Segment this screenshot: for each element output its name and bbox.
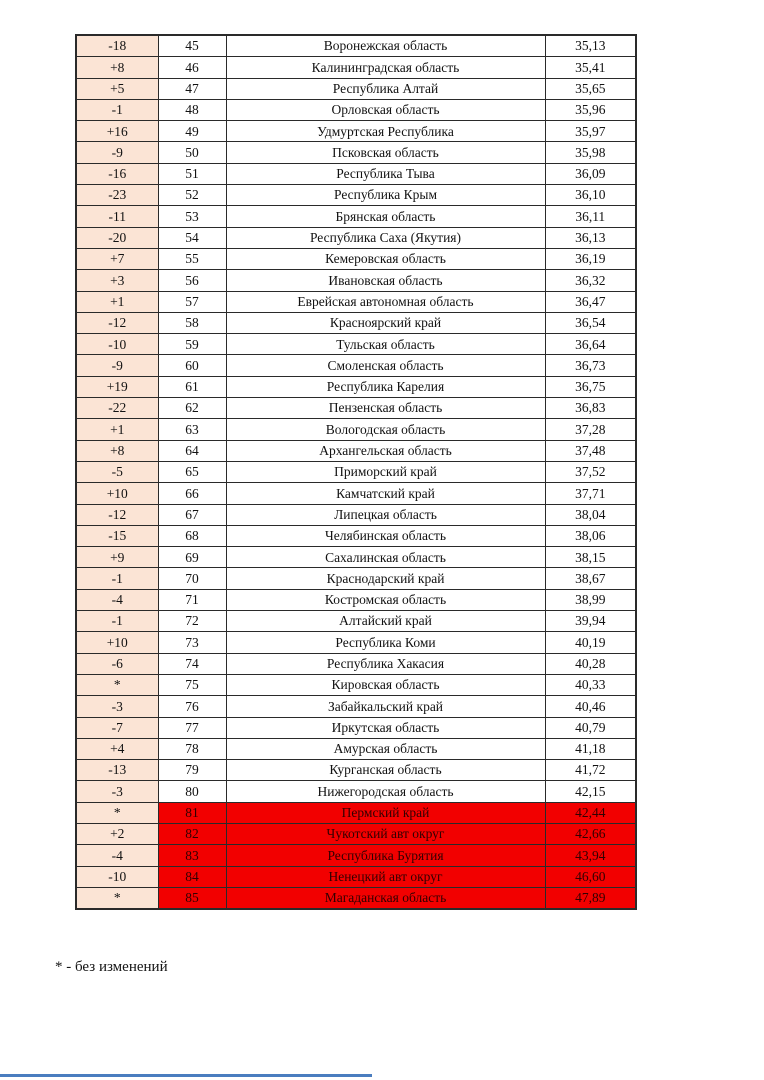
rank-number-cell: 65 — [158, 461, 226, 482]
rank-change-cell: +1 — [76, 291, 158, 312]
rank-number-cell: 82 — [158, 823, 226, 844]
score-value-cell: 37,48 — [545, 440, 636, 461]
region-name-cell: Смоленская область — [226, 355, 545, 376]
region-name-cell: Вологодская область — [226, 419, 545, 440]
rank-number-cell: 53 — [158, 206, 226, 227]
rank-number-cell: 81 — [158, 802, 226, 823]
rank-change-cell: -9 — [76, 142, 158, 163]
table-row — [76, 163, 636, 184]
rank-change-cell: -15 — [76, 525, 158, 546]
rank-change-cell: +10 — [76, 632, 158, 653]
table-row — [76, 568, 636, 589]
table-row — [76, 227, 636, 248]
rank-change-cell: -11 — [76, 206, 158, 227]
score-value-cell: 36,09 — [545, 163, 636, 184]
score-value-cell: 40,46 — [545, 696, 636, 717]
rank-number-cell: 62 — [158, 398, 226, 419]
table-row — [76, 866, 636, 887]
region-name-cell: Магаданская область — [226, 887, 545, 909]
rank-change-cell: -20 — [76, 227, 158, 248]
rank-change-cell: +10 — [76, 483, 158, 504]
score-value-cell: 40,33 — [545, 674, 636, 695]
score-value-cell: 36,10 — [545, 185, 636, 206]
score-value-cell: 42,15 — [545, 781, 636, 802]
score-value-cell: 35,65 — [545, 78, 636, 99]
region-name-cell: Амурская область — [226, 738, 545, 759]
score-value-cell: 37,52 — [545, 461, 636, 482]
region-name-cell: Пермский край — [226, 802, 545, 823]
score-value-cell: 40,19 — [545, 632, 636, 653]
rank-number-cell: 55 — [158, 248, 226, 269]
footnote-no-changes: * - без изменений — [55, 959, 168, 975]
region-name-cell: Архангельская область — [226, 440, 545, 461]
table-row — [76, 121, 636, 142]
table-row — [76, 248, 636, 269]
rank-number-cell: 76 — [158, 696, 226, 717]
table-row — [76, 589, 636, 610]
rank-change-cell: -6 — [76, 653, 158, 674]
table-row — [76, 398, 636, 419]
rank-change-cell: -4 — [76, 589, 158, 610]
region-name-cell: Республика Карелия — [226, 376, 545, 397]
region-name-cell: Челябинская область — [226, 525, 545, 546]
rank-number-cell: 50 — [158, 142, 226, 163]
region-name-cell: Республика Тыва — [226, 163, 545, 184]
rank-number-cell: 46 — [158, 57, 226, 78]
region-name-cell: Забайкальский край — [226, 696, 545, 717]
rank-change-cell: -3 — [76, 696, 158, 717]
rank-number-cell: 64 — [158, 440, 226, 461]
rank-change-cell: +19 — [76, 376, 158, 397]
rank-change-cell: -9 — [76, 355, 158, 376]
table-row — [76, 291, 636, 312]
region-name-cell: Ненецкий авт округ — [226, 866, 545, 887]
rank-number-cell: 49 — [158, 121, 226, 142]
rank-number-cell: 57 — [158, 291, 226, 312]
region-name-cell: Чукотский авт округ — [226, 823, 545, 844]
region-name-cell: Курганская область — [226, 760, 545, 781]
rank-number-cell: 71 — [158, 589, 226, 610]
table-row — [76, 142, 636, 163]
table-row — [76, 334, 636, 355]
region-name-cell: Ивановская область — [226, 270, 545, 291]
rank-change-cell: +7 — [76, 248, 158, 269]
region-name-cell: Алтайский край — [226, 611, 545, 632]
region-name-cell: Республика Коми — [226, 632, 545, 653]
score-value-cell: 47,89 — [545, 887, 636, 909]
rank-change-cell: -1 — [76, 568, 158, 589]
rank-change-cell: +9 — [76, 547, 158, 568]
region-name-cell: Кемеровская область — [226, 248, 545, 269]
table-row — [76, 653, 636, 674]
score-value-cell: 36,47 — [545, 291, 636, 312]
table-row — [76, 440, 636, 461]
region-name-cell: Еврейская автономная область — [226, 291, 545, 312]
region-name-cell: Орловская область — [226, 99, 545, 120]
rank-number-cell: 68 — [158, 525, 226, 546]
rank-number-cell: 54 — [158, 227, 226, 248]
rank-number-cell: 66 — [158, 483, 226, 504]
score-value-cell: 36,11 — [545, 206, 636, 227]
table-row — [76, 504, 636, 525]
region-name-cell: Воронежская область — [226, 35, 545, 57]
rank-change-cell: +16 — [76, 121, 158, 142]
region-name-cell: Камчатский край — [226, 483, 545, 504]
score-value-cell: 37,71 — [545, 483, 636, 504]
region-name-cell: Кировская область — [226, 674, 545, 695]
rank-change-cell: -16 — [76, 163, 158, 184]
table-row — [76, 547, 636, 568]
score-value-cell: 42,44 — [545, 802, 636, 823]
table-row — [76, 419, 636, 440]
score-value-cell: 36,83 — [545, 398, 636, 419]
score-value-cell: 36,73 — [545, 355, 636, 376]
score-value-cell: 41,72 — [545, 760, 636, 781]
score-value-cell: 36,75 — [545, 376, 636, 397]
region-name-cell: Удмуртская Республика — [226, 121, 545, 142]
rank-number-cell: 74 — [158, 653, 226, 674]
score-value-cell: 38,99 — [545, 589, 636, 610]
score-value-cell: 40,28 — [545, 653, 636, 674]
rank-number-cell: 75 — [158, 674, 226, 695]
table-row — [76, 696, 636, 717]
region-name-cell: Псковская область — [226, 142, 545, 163]
score-value-cell: 43,94 — [545, 845, 636, 866]
rank-change-cell: -12 — [76, 312, 158, 333]
rank-change-cell: -1 — [76, 99, 158, 120]
score-value-cell: 36,19 — [545, 248, 636, 269]
table-row — [76, 206, 636, 227]
score-value-cell: 39,94 — [545, 611, 636, 632]
rank-change-cell: -10 — [76, 334, 158, 355]
rank-change-cell: +3 — [76, 270, 158, 291]
rank-change-cell: +8 — [76, 440, 158, 461]
region-name-cell: Красноярский край — [226, 312, 545, 333]
region-name-cell: Нижегородская область — [226, 781, 545, 802]
score-value-cell: 35,97 — [545, 121, 636, 142]
rank-number-cell: 78 — [158, 738, 226, 759]
region-ranking-table — [75, 34, 637, 910]
table-row — [76, 99, 636, 120]
rank-number-cell: 67 — [158, 504, 226, 525]
bottom-blue-line — [0, 1074, 372, 1077]
score-value-cell: 42,66 — [545, 823, 636, 844]
rank-number-cell: 83 — [158, 845, 226, 866]
table-row — [76, 57, 636, 78]
rank-change-cell: +1 — [76, 419, 158, 440]
rank-number-cell: 60 — [158, 355, 226, 376]
score-value-cell: 36,54 — [545, 312, 636, 333]
rank-change-cell: -1 — [76, 611, 158, 632]
score-value-cell: 36,64 — [545, 334, 636, 355]
table-row — [76, 355, 636, 376]
table-row — [76, 35, 636, 57]
region-name-cell: Республика Саха (Якутия) — [226, 227, 545, 248]
score-value-cell: 46,60 — [545, 866, 636, 887]
score-value-cell: 38,67 — [545, 568, 636, 589]
table-row — [76, 802, 636, 823]
rank-number-cell: 59 — [158, 334, 226, 355]
region-name-cell: Краснодарский край — [226, 568, 545, 589]
table-row — [76, 461, 636, 482]
score-value-cell: 37,28 — [545, 419, 636, 440]
rank-number-cell: 51 — [158, 163, 226, 184]
rank-number-cell: 61 — [158, 376, 226, 397]
rank-change-cell: -22 — [76, 398, 158, 419]
table-row — [76, 845, 636, 866]
rank-change-cell: -10 — [76, 866, 158, 887]
table-row — [76, 376, 636, 397]
table-row — [76, 312, 636, 333]
region-name-cell: Сахалинская область — [226, 547, 545, 568]
rank-number-cell: 84 — [158, 866, 226, 887]
rank-change-cell: -13 — [76, 760, 158, 781]
rank-change-cell: * — [76, 887, 158, 909]
rank-change-cell: * — [76, 802, 158, 823]
rank-number-cell: 72 — [158, 611, 226, 632]
rank-change-cell: +2 — [76, 823, 158, 844]
table-row — [76, 823, 636, 844]
score-value-cell: 36,13 — [545, 227, 636, 248]
rank-change-cell: +8 — [76, 57, 158, 78]
table-row — [76, 483, 636, 504]
table-row — [76, 738, 636, 759]
region-name-cell: Пензенская область — [226, 398, 545, 419]
region-name-cell: Республика Алтай — [226, 78, 545, 99]
region-name-cell: Костромская область — [226, 589, 545, 610]
rank-change-cell: * — [76, 674, 158, 695]
rank-change-cell: -23 — [76, 185, 158, 206]
table-row — [76, 270, 636, 291]
region-name-cell: Республика Крым — [226, 185, 545, 206]
rank-change-cell: -5 — [76, 461, 158, 482]
score-value-cell: 38,06 — [545, 525, 636, 546]
table-row — [76, 185, 636, 206]
score-value-cell: 35,41 — [545, 57, 636, 78]
table-row — [76, 781, 636, 802]
table-row — [76, 717, 636, 738]
score-value-cell: 36,32 — [545, 270, 636, 291]
region-name-cell: Тульская область — [226, 334, 545, 355]
rank-number-cell: 58 — [158, 312, 226, 333]
rank-number-cell: 48 — [158, 99, 226, 120]
table-row — [76, 674, 636, 695]
score-value-cell: 35,96 — [545, 99, 636, 120]
table-row — [76, 632, 636, 653]
rank-change-cell: -12 — [76, 504, 158, 525]
score-value-cell: 41,18 — [545, 738, 636, 759]
rank-number-cell: 73 — [158, 632, 226, 653]
rank-number-cell: 85 — [158, 887, 226, 909]
region-name-cell: Липецкая область — [226, 504, 545, 525]
score-value-cell: 40,79 — [545, 717, 636, 738]
rank-change-cell: -3 — [76, 781, 158, 802]
region-name-cell: Приморский край — [226, 461, 545, 482]
table-row — [76, 525, 636, 546]
table-row — [76, 611, 636, 632]
rank-change-cell: +5 — [76, 78, 158, 99]
region-name-cell: Республика Бурятия — [226, 845, 545, 866]
score-value-cell: 38,04 — [545, 504, 636, 525]
rank-number-cell: 45 — [158, 35, 226, 57]
region-name-cell: Брянская область — [226, 206, 545, 227]
score-value-cell: 35,98 — [545, 142, 636, 163]
score-value-cell: 38,15 — [545, 547, 636, 568]
rank-number-cell: 69 — [158, 547, 226, 568]
region-name-cell: Калининградская область — [226, 57, 545, 78]
score-value-cell: 35,13 — [545, 35, 636, 57]
table-row — [76, 760, 636, 781]
rank-number-cell: 52 — [158, 185, 226, 206]
rank-number-cell: 56 — [158, 270, 226, 291]
rank-change-cell: -4 — [76, 845, 158, 866]
rank-number-cell: 77 — [158, 717, 226, 738]
rank-number-cell: 63 — [158, 419, 226, 440]
rank-change-cell: +4 — [76, 738, 158, 759]
rank-number-cell: 70 — [158, 568, 226, 589]
rank-change-cell: -18 — [76, 35, 158, 57]
table-row — [76, 887, 636, 909]
rank-number-cell: 80 — [158, 781, 226, 802]
table-row — [76, 78, 636, 99]
rank-number-cell: 79 — [158, 760, 226, 781]
rank-number-cell: 47 — [158, 78, 226, 99]
region-name-cell: Иркутская область — [226, 717, 545, 738]
rank-change-cell: -7 — [76, 717, 158, 738]
region-name-cell: Республика Хакасия — [226, 653, 545, 674]
